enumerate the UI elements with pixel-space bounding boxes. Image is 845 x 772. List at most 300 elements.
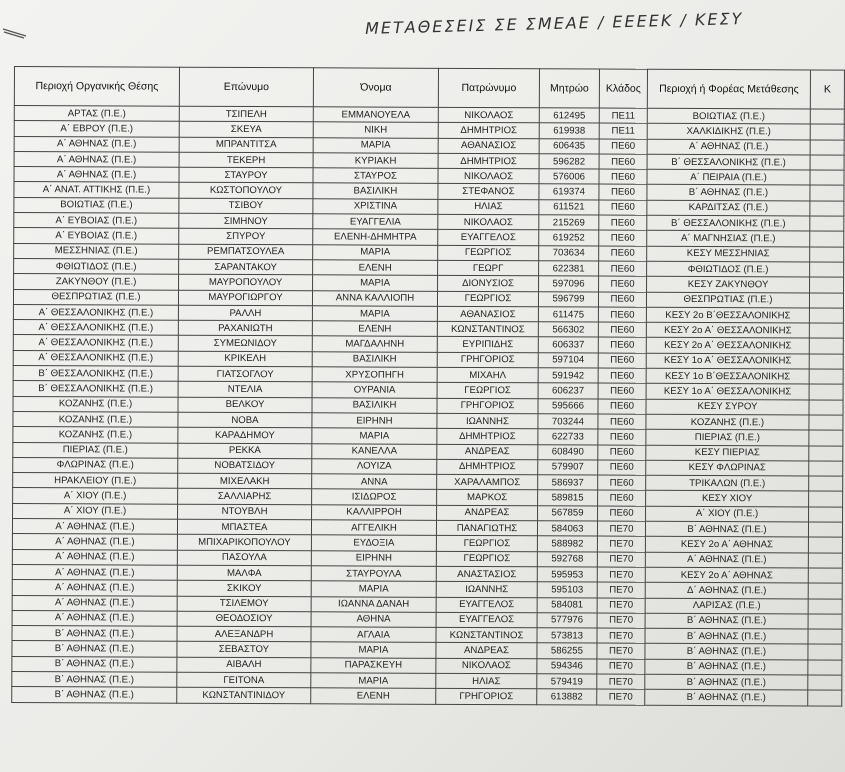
cell-fathername: ΣΤΕΦΑΝΟΣ [438,184,539,200]
cell-surname: ΓΕΙΤΟΝΑ [177,672,311,688]
cell-surname: ΤΣΙΒΟΥ [179,198,313,214]
cell-destination: Α΄ ΑΘΗΝΑΣ (Π.Ε.) [645,552,808,568]
cell-cut-off [810,231,844,246]
cell-registry: 703244 [538,414,598,430]
cell-fathername: ΗΛΙΑΣ [438,199,539,215]
cell-fathername: ΙΩΑΝΝΗΣ [437,413,538,429]
cell-branch: ΠΕ60 [599,139,647,155]
cell-branch: ΠΕ60 [598,414,646,430]
cell-branch: ΠΕ70 [597,628,645,644]
cell-fathername: ΧΑΡΑΛΑΜΠΟΣ [437,474,538,490]
cell-fathername: ΝΙΚΟΛΑΟΣ [438,214,539,230]
cell-cut-off [808,553,842,568]
cell-cut-off [809,338,843,353]
cell-branch: ΠΕ60 [598,307,646,323]
cell-branch: ΠΕ60 [599,261,647,277]
cell-cut-off [810,216,844,231]
cell-registry: 592768 [537,551,597,567]
cell-registry: 595666 [538,398,598,414]
cell-branch: ΠΕ70 [597,659,645,675]
cell-branch: ΠΕ60 [598,490,646,506]
cell-surname: ΡΕΚΚΑ [178,443,312,459]
cell-firstname: ΒΑΣΙΛΙΚΗ [312,352,437,368]
cell-cut-off [809,430,843,445]
pen-stroke-mark [2,26,28,40]
cell-registry: 567859 [538,506,598,522]
cell-region: ΦΛΩΡΙΝΑΣ (Π.Ε.) [13,457,178,473]
cell-branch: ΠΕ70 [597,643,645,659]
cell-destination: Β΄ ΑΘΗΝΑΣ (Π.Ε.) [645,628,808,644]
cell-branch: ΠΕ60 [599,246,647,262]
cell-registry: 589815 [538,490,598,506]
cell-surname: ΣΠΥΡΟΥ [179,229,313,245]
cell-surname: ΣΥΜΕΩΝΙΔΟΥ [178,336,312,352]
cell-registry: 606237 [538,383,598,399]
cell-region: Β΄ ΑΘΗΝΑΣ (Π.Ε.) [12,641,177,657]
cell-registry: 595103 [537,582,597,598]
cell-cut-off [809,384,843,399]
cell-registry: 606337 [538,337,598,353]
cell-fathername: ΓΕΩΡΓΙΟΣ [436,536,537,552]
cell-region: Α΄ ΑΘΗΝΑΣ (Π.Ε.) [14,167,179,183]
cell-firstname: ΚΥΡΙΑΚΗ [313,153,438,169]
cell-destination: Β΄ ΑΘΗΝΑΣ (Π.Ε.) [645,659,808,675]
cell-cut-off [810,140,844,155]
cell-branch: ΠΕ70 [597,674,645,690]
cell-registry: 588982 [537,536,597,552]
cell-surname: ΑΛΕΞΑΝΔΡΗ [177,626,311,642]
cell-firstname: ΑΘΗΝΑ [311,612,436,628]
cell-registry: 596282 [539,154,599,170]
col-header-destination: Περιοχή ή Φορέας Μετάθεσης [647,69,810,109]
cell-region: ΠΙΕΡΙΑΣ (Π.Ε.) [13,442,178,458]
cell-surname: ΜΑΥΡΟΓΙΩΡΓΟΥ [178,290,312,306]
cell-branch: ΠΕ60 [599,276,647,292]
col-header-surname: Επώνυμο [179,67,313,107]
cell-firstname: ΕΛΕΝΗ [311,688,436,704]
cell-firstname: ΜΑΡΙΑ [313,244,438,260]
cell-branch: ΠΕ60 [599,230,647,246]
cell-cut-off [810,124,844,139]
cell-cut-off [809,446,843,461]
cell-cut-off [808,660,842,675]
cell-destination: ΚΑΡΔΙΤΣΑΣ (Π.Ε.) [647,200,810,216]
cell-region: Β΄ ΘΕΣΣΑΛΟΝΙΚΗΣ (Π.Ε.) [13,381,178,397]
cell-surname: ΜΙΧΕΛΑΚΗ [178,473,312,489]
cell-fathername: ΙΩΑΝΝΗΣ [436,582,537,598]
cell-registry: 591942 [538,368,598,384]
cell-cut-off [809,476,843,491]
cell-region: Α΄ ΑΘΗΝΑΣ (Π.Ε.) [12,564,177,580]
cell-cut-off [808,614,842,629]
cell-destination: ΚΕΣΥ ΜΕΣΣΗΝΙΑΣ [647,246,810,262]
cell-fathername: ΗΛΙΑΣ [436,673,537,689]
cell-branch: ΠΕ60 [598,383,646,399]
cell-cut-off [810,247,844,262]
cell-branch: ΠΕ70 [597,521,645,537]
cell-surname: ΝΟΒΑΤΣΙΔΟΥ [178,458,312,474]
cell-cut-off [808,568,842,583]
transfers-table [11,66,845,706]
cell-firstname: ΑΓΛΑΙΑ [311,627,436,643]
cell-branch: ΠΕ11 [599,108,647,124]
cell-branch: ΠΕ70 [597,598,645,614]
cell-branch: ΠΕ60 [598,353,646,369]
cell-firstname: ΜΑΡΙΑ [312,306,437,322]
cell-fathername: ΜΙΧΑΗΛ [437,367,538,383]
cell-firstname: ΣΤΑΥΡΟΣ [313,168,438,184]
cell-surname: ΤΣΙΛΕΜΟΥ [177,596,311,612]
cell-registry: 597104 [538,353,598,369]
cell-fathername: ΕΥΑΓΓΕΛΟΣ [436,612,537,628]
col-header-branch: Κλάδος [599,69,647,108]
cell-firstname: ΧΡΙΣΤΙΝΑ [313,199,438,215]
cell-region: ΗΡΑΚΛΕΙΟΥ (Π.Ε.) [13,473,178,489]
cell-registry: 586255 [537,643,597,659]
cell-branch: ΠΕ60 [598,506,646,522]
cell-region: Β΄ ΑΘΗΝΑΣ (Π.Ε.) [12,656,177,672]
cell-region: Β΄ ΑΘΗΝΑΣ (Π.Ε.) [12,671,177,687]
cell-region: Β΄ ΑΘΗΝΑΣ (Π.Ε.) [12,626,177,642]
cell-destination: ΚΕΣΥ ΧΙΟΥ [646,491,809,507]
cell-destination: ΚΕΣΥ 2ο Α΄ ΑΘΗΝΑΣ [645,537,808,553]
cell-fathername: ΑΘΑΝΑΣΙΟΣ [437,306,538,322]
col-header-region: Περιοχή Οργανικής Θέσης [14,67,179,107]
cell-region: Α΄ ΧΙΟΥ (Π.Ε.) [13,488,178,504]
cell-region: Α΄ ΘΕΣΣΑΛΟΝΙΚΗΣ (Π.Ε.) [13,304,178,320]
cell-destination: ΚΕΣΥ 1ο Β΄ΘΕΣΣΑΛΟΝΙΚΗΣ [646,368,809,384]
cell-fathername: ΜΑΡΚΟΣ [437,490,538,506]
cell-destination: ΚΕΣΥ 2ο Α΄ ΑΘΗΝΑΣ [645,567,808,583]
cell-cut-off [809,507,843,522]
cell-surname: ΜΠΑΣΤΕΑ [177,519,311,535]
cell-destination: Β΄ ΘΕΣΣΑΛΟΝΙΚΗΣ (Π.Ε.) [647,154,810,170]
cell-surname: ΣΙΜΗΝΟΥ [179,213,313,229]
cell-surname: ΚΡΙΚΕΛΗ [178,351,312,367]
cell-branch: ΠΕ60 [598,399,646,415]
cell-fathername: ΓΡΗΓΟΡΙΟΣ [436,689,537,705]
cell-surname: ΜΑΛΦΑ [177,565,311,581]
col-header-registry: Μητρώο [539,69,599,108]
cell-region: Β΄ ΑΘΗΝΑΣ (Π.Ε.) [12,687,177,703]
cell-cut-off [809,461,843,476]
cell-surname: ΓΙΑΤΣΟΓΛΟΥ [178,366,312,382]
cell-destination: ΚΕΣΥ ΣΥΡΟΥ [646,399,809,415]
cell-registry: 573813 [537,628,597,644]
cell-fathername: ΑΝΑΣΤΑΣΙΟΣ [436,566,537,582]
cell-destination: ΠΙΕΡΙΑΣ (Π.Ε.) [646,429,809,445]
cell-region: Α΄ ΑΘΗΝΑΣ (Π.Ε.) [12,595,177,611]
cell-cut-off [809,369,843,384]
cell-region: ΚΟΖΑΝΗΣ (Π.Ε.) [13,396,178,412]
cell-region: Α΄ ΘΕΣΣΑΛΟΝΙΚΗΣ (Π.Ε.) [13,335,178,351]
cell-destination: ΚΕΣΥ ΠΙΕΡΙΑΣ [646,445,809,461]
cell-surname: ΣΚΕΥΑ [179,122,313,138]
cell-surname: ΚΩΣΤΟΠΟΥΛΟΥ [179,183,313,199]
cell-registry: 622381 [539,261,599,277]
cell-destination: Α΄ ΠΕΙΡΑΙΑ (Π.Ε.) [647,169,810,185]
cell-cut-off [809,293,843,308]
cell-region: ΘΕΣΠΡΩΤΙΑΣ (Π.Ε.) [13,289,178,305]
cell-destination: ΚΕΣΥ 2ο Α΄ ΘΕΣΣΑΛΟΝΙΚΗΣ [646,322,809,338]
cell-surname: ΠΑΣΟΥΛΑ [177,550,311,566]
cell-firstname: ΜΑΡΙΑ [311,642,436,658]
cell-fathername: ΝΙΚΟΛΑΟΣ [438,107,539,123]
cell-firstname: ΝΙΚΗ [313,122,438,138]
cell-fathername: ΔΗΜΗΤΡΙΟΣ [437,429,538,445]
table-body [12,106,845,706]
cell-surname: ΒΕΛΚΟΥ [178,397,312,413]
cell-fathername: ΝΙΚΟΛΑΟΣ [436,658,537,674]
cell-firstname: ΚΑΝΕΛΛΑ [312,443,437,459]
cell-branch: ΠΕ60 [598,322,646,338]
cell-registry: 597096 [539,276,599,292]
cell-registry: 622733 [538,429,598,445]
cell-firstname: ΜΑΡΙΑ [313,137,438,153]
cell-registry: 579907 [538,460,598,476]
cell-region: Α΄ ΑΘΗΝΑΣ (Π.Ε.) [14,136,179,152]
cell-firstname: ΠΑΡΑΣΚΕΥΗ [311,657,436,673]
cell-destination: ΛΑΡΙΣΑΣ (Π.Ε.) [645,598,808,614]
cell-surname: ΣΑΛΛΙΑΡΗΣ [178,489,312,505]
cell-surname: ΡΕΜΠΑΤΣΟΥΛΕΑ [179,244,313,260]
cell-fathername: ΕΥΡΙΠΙΔΗΣ [437,337,538,353]
cell-fathername: ΑΝΔΡΕΑΣ [436,643,537,659]
cell-fathername: ΔΗΜΗΤΡΙΟΣ [438,153,539,169]
cell-registry: 577976 [537,613,597,629]
cell-surname: ΝΤΕΛΙΑ [178,382,312,398]
cell-branch: ΠΕ60 [599,215,647,231]
cell-firstname: ΒΑΣΙΛΙΚΗ [313,183,438,199]
cell-cut-off [808,583,842,598]
cell-region: ΦΘΙΩΤΙΔΟΣ (Π.Ε.) [14,258,179,274]
cell-destination: Δ΄ ΑΘΗΝΑΣ (Π.Ε.) [645,582,808,598]
cell-destination: ΚΕΣΥ 1ο Α΄ ΘΕΣΣΑΛΟΝΙΚΗΣ [646,384,809,400]
cell-surname: ΡΑΛΛΗ [178,305,312,321]
cell-surname: ΜΠΙΧΑΡΙΚΟΠΟΥΛΟΥ [177,535,311,551]
cell-fathername: ΓΕΩΡΓΙΟΣ [438,245,539,261]
cell-registry: 608490 [538,444,598,460]
cell-destination: Α΄ ΧΙΟΥ (Π.Ε.) [646,506,809,522]
cell-firstname: ΕΛΕΝΗ [313,260,438,276]
cell-fathername: ΕΥΑΓΓΕΛΟΣ [438,230,539,246]
cell-surname: ΣΕΒΑΣΤΟΥ [177,642,311,658]
cell-branch: ΠΕ70 [597,582,645,598]
cell-surname: ΚΩΝΣΤΑΝΤΙΝΙΔΟΥ [177,687,311,703]
cell-region: Β΄ ΘΕΣΣΑΛΟΝΙΚΗΣ (Π.Ε.) [13,366,178,382]
cell-firstname: ΜΑΡΙΑ [312,428,437,444]
cell-surname: ΤΕΚΕΡΗ [179,152,313,168]
cell-cut-off [810,170,844,185]
cell-branch: ΠΕ11 [599,123,647,139]
cell-fathername: ΕΥΑΓΓΕΛΟΣ [436,597,537,613]
cell-destination: ΒΟΙΩΤΙΑΣ (Π.Ε.) [647,108,810,124]
cell-surname: ΣΤΑΥΡΟΥ [179,167,313,183]
cell-branch: ΠΕ70 [597,613,645,629]
cell-region: ΒΟΙΩΤΙΑΣ (Π.Ε.) [14,197,179,213]
cell-destination: ΚΕΣΥ ΦΛΩΡΙΝΑΣ [646,460,809,476]
cell-firstname: ΧΡΥΣΟΠΗΓΗ [312,367,437,383]
cell-destination: ΚΟΖΑΝΗΣ (Π.Ε.) [646,414,809,430]
cell-region: ΜΕΣΣΗΝΙΑΣ (Π.Ε.) [14,243,179,259]
cell-registry: 596799 [538,291,598,307]
cell-branch: ΠΕ60 [598,445,646,461]
cell-fathername: ΓΕΩΡΓΙΟΣ [437,291,538,307]
cell-region: Α΄ ΑΘΗΝΑΣ (Π.Ε.) [12,610,177,626]
cell-registry: 579419 [537,674,597,690]
cell-region: ΖΑΚΥΝΘΟΥ (Π.Ε.) [14,274,179,290]
cell-region: Α΄ ΑΝΑΤ. ΑΤΤΙΚΗΣ (Π.Ε.) [14,182,179,198]
cell-cut-off [808,629,842,644]
cell-branch: ΠΕ60 [598,292,646,308]
cell-registry: 611521 [539,200,599,216]
cell-fathername: ΝΙΚΟΛΑΟΣ [438,169,539,185]
cell-cut-off [808,522,842,537]
cell-region: Α΄ ΕΥΒΟΙΑΣ (Π.Ε.) [14,228,179,244]
cell-fathername: ΠΑΝΑΓΙΩΤΗΣ [436,520,537,536]
cell-branch: ΠΕ60 [599,185,647,201]
cell-cut-off [810,155,844,170]
cell-firstname: ΚΑΛΛΙΡΡΟΗ [312,505,437,521]
cell-destination: ΚΕΣΥ 2ο Β΄ΘΕΣΣΑΛΟΝΙΚΗΣ [646,307,809,323]
cell-registry: 584081 [537,597,597,613]
cell-cut-off [808,537,842,552]
cell-fathername: ΓΕΩΡΓ [438,260,539,276]
cell-firstname: ΕΛΕΝΗ [312,321,437,337]
cell-destination: Α΄ ΜΑΓΝΗΣΙΑΣ (Π.Ε.) [647,231,810,247]
cell-registry: 619938 [539,123,599,139]
cell-registry: 586937 [538,475,598,491]
cell-region: Α΄ ΕΥΒΟΙΑΣ (Π.Ε.) [14,213,179,229]
cell-firstname: ΛΟΥΙΖΑ [312,459,437,475]
cell-fathername: ΔΗΜΗΤΡΙΟΣ [438,123,539,139]
cell-destination: Β΄ ΑΘΗΝΑΣ (Π.Ε.) [645,521,808,537]
cell-region: Α΄ ΘΕΣΣΑΛΟΝΙΚΗΣ (Π.Ε.) [13,320,178,336]
cell-destination: ΚΕΣΥ 1ο Α΄ ΘΕΣΣΑΛΟΝΙΚΗΣ [646,353,809,369]
cell-destination: Β΄ ΑΘΗΝΑΣ (Π.Ε.) [645,674,808,690]
cell-registry: 703634 [539,245,599,261]
cell-surname: ΝΟΒΑ [178,412,312,428]
cell-registry: 576006 [539,169,599,185]
cell-destination: ΘΕΣΠΡΩΤΙΑΣ (Π.Ε.) [646,292,809,308]
cell-fathername: ΓΡΗΓΟΡΙΟΣ [437,398,538,414]
cell-region: Α΄ ΑΘΗΝΑΣ (Π.Ε.) [12,519,177,535]
cell-destination: Β΄ ΑΘΗΝΑΣ (Π.Ε.) [645,613,808,629]
cell-region: ΚΟΖΑΝΗΣ (Π.Ε.) [13,427,178,443]
cell-cut-off [808,644,842,659]
cell-destination: Β΄ ΑΘΗΝΑΣ (Π.Ε.) [647,185,810,201]
cell-region: Α΄ ΕΒΡΟΥ (Π.Ε.) [14,121,179,137]
cell-branch: ΠΕ70 [597,689,645,705]
cell-firstname: ΙΣΙΔΩΡΟΣ [312,489,437,505]
cell-region: Α΄ ΑΘΗΝΑΣ (Π.Ε.) [12,549,177,565]
cell-firstname: ΜΑΓΔΑΛΗΝΗ [312,336,437,352]
cell-firstname: ΕΛΕΝΗ-ΔΗΜΗΤΡΑ [313,229,438,245]
cell-destination: Β΄ ΑΘΗΝΑΣ (Π.Ε.) [645,644,808,660]
cell-destination: Β΄ ΑΘΗΝΑΣ (Π.Ε.) [645,690,808,706]
cell-firstname: ΟΥΡΑΝΙΑ [312,382,437,398]
document-sheet [11,66,845,706]
cell-registry: 611475 [538,307,598,323]
cell-firstname: ΕΙΡΗΝΗ [312,413,437,429]
cell-cut-off [810,109,844,124]
cell-fathername: ΓΡΗΓΟΡΙΟΣ [437,352,538,368]
cell-cut-off [810,185,844,200]
cell-destination: ΚΕΣΥ ΖΑΚΥΝΘΟΥ [647,277,810,293]
cell-fathername: ΓΕΩΡΓΙΟΣ [436,551,537,567]
cell-region: Α΄ ΧΙΟΥ (Π.Ε.) [13,503,178,519]
cell-surname: ΚΑΡΑΔΗΜΟΥ [178,427,312,443]
cell-firstname: ΜΑΡΙΑ [311,581,436,597]
cell-cut-off [808,675,842,690]
cell-surname: ΜΠΡΑΝΤΙΤΣΑ [179,137,313,153]
col-header-firstname: Όνομα [313,68,438,108]
cell-firstname: ΑΓΓΕΛΙΚΗ [311,520,436,536]
cell-region: Α΄ ΘΕΣΣΑΛΟΝΙΚΗΣ (Π.Ε.) [13,350,178,366]
cell-branch: ΠΕ60 [598,475,646,491]
cell-cut-off [809,400,843,415]
cell-firstname: ΜΑΡΙΑ [313,275,438,291]
cell-firstname: ΕΙΡΗΝΗ [311,550,436,566]
cell-registry: 613882 [537,689,597,705]
cell-cut-off [809,323,843,338]
cell-destination: ΚΕΣΥ 2ο Α΄ ΘΕΣΣΑΛΟΝΙΚΗΣ [646,338,809,354]
cell-region: ΑΡΤΑΣ (Π.Ε.) [14,106,179,122]
cell-branch: ΠΕ70 [597,567,645,583]
cell-cut-off [809,308,843,323]
cell-fathername: ΔΙΟΝΥΣΙΟΣ [438,276,539,292]
cell-region: Α΄ ΑΘΗΝΑΣ (Π.Ε.) [12,534,177,550]
cell-registry: 595953 [537,567,597,583]
cell-firstname: ΑΝΝΑ [312,474,437,490]
cell-firstname: ΜΑΡΙΑ [311,673,436,689]
cell-firstname: ΙΩΑΝΝΑ ΔΑΝΑΗ [311,596,436,612]
cell-surname: ΝΤΟΥΒΛΗ [178,504,312,520]
cell-cut-off [810,277,844,292]
cell-destination: ΦΘΙΩΤΙΔΟΣ (Π.Ε.) [647,261,810,277]
cell-surname: ΣΚΙΚΟΥ [177,580,311,596]
cell-branch: ΠΕ70 [597,536,645,552]
cell-destination: ΧΑΛΚΙΔΙΚΗΣ (Π.Ε.) [647,124,810,140]
cell-branch: ΠΕ60 [598,368,646,384]
cell-branch: ΠΕ60 [598,429,646,445]
cell-registry: 606435 [539,138,599,154]
cell-cut-off [809,491,843,506]
cell-surname: ΡΑΧΑΝΙΩΤΗ [178,320,312,336]
cell-registry: 215269 [539,215,599,231]
cell-firstname: ΕΜΜΑΝΟΥΕΛΑ [313,107,438,123]
cell-destination: Α΄ ΑΘΗΝΑΣ (Π.Ε.) [647,139,810,155]
cell-firstname: ΕΥΑΓΓΕΛΙΑ [313,214,438,230]
cell-firstname: ΒΑΣΙΛΙΚΗ [312,397,437,413]
cell-cut-off [808,690,842,705]
cell-cut-off [809,415,843,430]
cell-region: ΚΟΖΑΝΗΣ (Π.Ε.) [13,411,178,427]
cell-registry: 584063 [537,521,597,537]
cell-fathername: ΑΝΔΡΕΑΣ [437,505,538,521]
cell-firstname: ΣΤΑΥΡΟΥΛΑ [311,566,436,582]
cell-surname: ΘΕΟΔΟΣΙΟΥ [177,611,311,627]
cell-fathername: ΑΝΔΡΕΑΣ [437,444,538,460]
col-header-cut-off: Κ [810,70,844,109]
cell-region: Α΄ ΑΘΗΝΑΣ (Π.Ε.) [14,151,179,167]
table-row [12,687,842,706]
cell-cut-off [810,262,844,277]
cell-registry: 619374 [539,184,599,200]
cell-fathername: ΚΩΝΣΤΑΝΤΙΝΟΣ [436,627,537,643]
cell-registry: 594346 [537,658,597,674]
cell-fathername: ΑΘΑΝΑΣΙΟΣ [438,138,539,154]
